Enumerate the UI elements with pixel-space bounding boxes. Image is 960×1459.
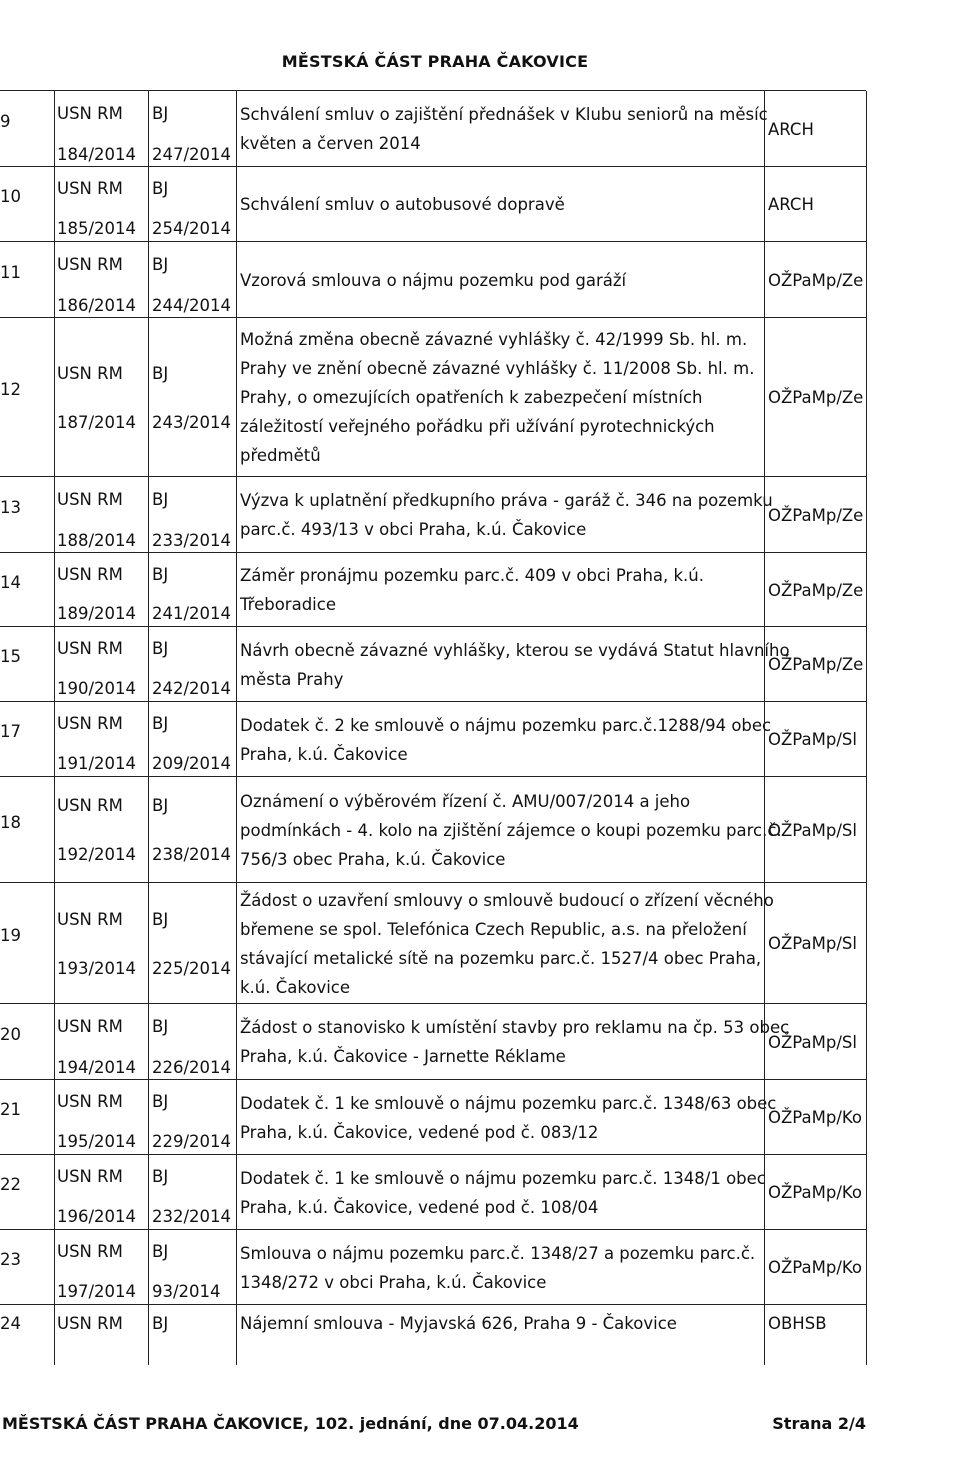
resolution-description-line: břemene se spol. Telefónica Czech Republic, a.s. na přeložení [240, 919, 747, 939]
column-divider [148, 1080, 149, 1155]
resolution-description-line: Praha, k.ú. Čakovice [240, 744, 408, 764]
table-row [0, 1154, 866, 1230]
resolution-description [240, 561, 704, 619]
column-divider [866, 627, 867, 702]
resolution-description [240, 787, 782, 874]
resolution-description-line: Vzorová smlouva o nájmu pozemku pod garáží [240, 270, 627, 290]
bj-ref-line: BJ [152, 104, 169, 123]
responsible-department [768, 115, 814, 144]
usn-ref-line: USN RM [57, 1092, 123, 1111]
usn-ref-line: 196/2014 [57, 1207, 137, 1226]
usn-ref [57, 555, 136, 633]
resolution-description [240, 100, 768, 158]
usn-ref-line: 192/2014 [57, 845, 137, 864]
column-divider [236, 1230, 237, 1305]
column-divider [236, 91, 237, 167]
resolution-description-line: Dodatek č. 1 ke smlouvě o nájmu pozemku parc.č. 1348/63 obec [240, 1093, 777, 1113]
resolution-description-line: podmínkách - 4. kolo na zjištění zájemce o koupi pozemku parc.č. [240, 820, 782, 840]
column-divider [148, 1155, 149, 1230]
responsible-department [768, 501, 863, 530]
bj-ref-line: BJ [152, 1314, 169, 1333]
row-number-text: 20 [0, 1024, 21, 1044]
responsible-department-text: ARCH [768, 195, 814, 214]
responsible-department-text: OŽPaMp/Sl [768, 934, 857, 953]
column-divider [764, 1080, 765, 1155]
column-divider [54, 242, 55, 318]
column-divider [764, 1305, 765, 1365]
column-divider [866, 1230, 867, 1305]
column-divider [148, 553, 149, 627]
column-divider [54, 1155, 55, 1230]
column-divider [148, 167, 149, 242]
column-divider [764, 1155, 765, 1230]
responsible-department-text: OŽPaMp/Ze [768, 655, 864, 674]
bj-ref [152, 244, 231, 326]
usn-ref-line: USN RM [57, 1242, 123, 1261]
responsible-department [768, 929, 857, 958]
bj-ref-line: BJ [152, 1242, 169, 1261]
responsible-department-text: OŽPaMp/Sl [768, 1032, 857, 1052]
column-divider [148, 1004, 149, 1080]
row-number [0, 1245, 21, 1274]
usn-ref [57, 895, 136, 993]
table-row [0, 166, 866, 242]
page-header: MĚSTSKÁ ČÁST PRAHA ČAKOVICE [281, 52, 589, 71]
row-number [0, 568, 21, 597]
column-divider [236, 1155, 237, 1230]
responsible-department [768, 725, 857, 754]
usn-ref-line: 190/2014 [57, 679, 137, 698]
bj-ref-line: BJ [152, 796, 169, 815]
table-row [0, 882, 866, 1004]
resolution-description-line: Praha, k.ú. Čakovice, vedené pod č. 083/12 [240, 1122, 599, 1142]
row-number-text: 19 [0, 926, 21, 945]
bj-ref-line: 243/2014 [152, 412, 232, 432]
footer-page-number: Strana 2/4 [772, 1414, 866, 1433]
resolution-description-line: květen a červen 2014 [240, 134, 421, 153]
row-number-text: 12 [0, 380, 21, 399]
row-number [0, 1020, 21, 1049]
resolution-description-line: Dodatek č. 1 ke smlouvě o nájmu pozemku parc.č. 1348/1 obec [240, 1168, 766, 1188]
column-divider [54, 167, 55, 242]
responsible-department-text: OŽPaMp/Sl [768, 820, 857, 840]
responsible-department-text: OŽPaMp/Ze [768, 270, 864, 290]
row-number [0, 182, 21, 211]
table-row [0, 317, 866, 477]
bj-ref [152, 781, 231, 879]
column-divider [866, 1004, 867, 1080]
column-divider [764, 627, 765, 702]
usn-ref-line: USN RM [57, 639, 123, 658]
usn-ref-line: 191/2014 [57, 754, 137, 773]
bj-ref-line: 247/2014 [152, 145, 232, 164]
resolution-description [240, 1164, 766, 1222]
row-number [0, 375, 21, 404]
row-number-text: 10 [0, 187, 21, 206]
responsible-department-text: OBHSB [768, 1314, 827, 1333]
bj-ref-line: 241/2014 [152, 604, 232, 623]
usn-ref-line: 188/2014 [57, 531, 137, 550]
column-divider [236, 883, 237, 1004]
bj-ref-line: 233/2014 [152, 531, 232, 550]
resolution-description-line: Schválení smluv o zajištění přednášek v Klubu seniorů na měsíc [240, 105, 768, 124]
row-number [0, 808, 21, 837]
row-number-text: 11 [0, 262, 21, 282]
resolution-description-line: Praha, k.ú. Čakovice - Jarnette Réklame [240, 1047, 566, 1066]
resolution-description-line: Žádost o stanovisko k umístění stavby pro reklamu na čp. 53 obec [240, 1018, 790, 1037]
resolution-description [240, 1239, 755, 1297]
column-divider [764, 883, 765, 1004]
responsible-department [768, 383, 863, 412]
usn-ref-line: 185/2014 [57, 219, 137, 238]
bj-ref-line: 226/2014 [152, 1058, 232, 1077]
column-divider [54, 777, 55, 883]
bj-ref-line: BJ [152, 179, 169, 198]
resolution-description-line: Dodatek č. 2 ke smlouvě o nájmu pozemku parc.č.1288/94 obec [240, 715, 772, 735]
usn-ref [57, 349, 136, 447]
table-row [0, 1003, 866, 1080]
column-divider [866, 702, 867, 777]
bj-ref [152, 1006, 231, 1088]
table-row [0, 552, 866, 627]
column-divider [866, 1155, 867, 1230]
column-divider [148, 627, 149, 702]
row-number-text: 24 [0, 1314, 21, 1333]
usn-ref-line: USN RM [57, 565, 123, 584]
bj-ref-line: BJ [152, 1017, 169, 1036]
column-divider [148, 477, 149, 553]
responsible-department [768, 650, 863, 679]
bj-ref-line: 238/2014 [152, 845, 232, 864]
usn-ref [57, 704, 136, 784]
table-row [0, 701, 866, 777]
usn-ref [57, 781, 136, 879]
table-row [0, 626, 866, 702]
usn-ref-line: 187/2014 [57, 412, 137, 432]
table-row [0, 776, 866, 883]
column-divider [54, 627, 55, 702]
usn-ref-line: USN RM [57, 796, 123, 815]
bj-ref-line: 232/2014 [152, 1207, 232, 1226]
column-divider [764, 477, 765, 553]
usn-ref-line: USN RM [57, 179, 123, 198]
usn-ref [57, 1006, 136, 1088]
bj-ref [152, 1309, 168, 1338]
bj-ref-line: 244/2014 [152, 296, 232, 315]
resolution-description [240, 266, 626, 295]
bj-ref [152, 93, 231, 175]
column-divider [54, 883, 55, 1004]
responsible-department [768, 1028, 857, 1057]
usn-ref-line: USN RM [57, 490, 123, 509]
bj-ref [152, 895, 231, 993]
resolution-description-line: Návrh obecně závazné vyhlášky, kterou se vydává Statut hlavního [240, 640, 790, 660]
resolution-description-line: Prahy, o omezujících opatřeních k zabezpečení místních [240, 388, 703, 407]
table-row [0, 476, 866, 553]
column-divider [236, 167, 237, 242]
row-number [0, 107, 11, 136]
column-divider [764, 777, 765, 883]
bj-ref-line: BJ [152, 639, 169, 658]
column-divider [54, 1305, 55, 1365]
usn-ref [57, 1309, 123, 1338]
resolution-description-line: Záměr pronájmu pozemku parc.č. 409 v obci Praha, k.ú. [240, 566, 705, 585]
column-divider [54, 702, 55, 777]
resolution-description-line: Výzva k uplatnění předkupního práva - garáž č. 346 na pozemku [240, 491, 773, 510]
column-divider [764, 1004, 765, 1080]
column-divider [148, 318, 149, 477]
resolution-description-line: Prahy ve znění obecně závazné vyhlášky č. 11/2008 Sb. hl. m. [240, 359, 755, 378]
row-number-text: 21 [0, 1100, 21, 1119]
row-number-text: 14 [0, 572, 21, 592]
table-row [0, 1229, 866, 1305]
usn-ref-line: 197/2014 [57, 1282, 137, 1301]
usn-ref-line: USN RM [57, 104, 123, 123]
column-divider [236, 702, 237, 777]
row-number-text: 23 [0, 1250, 21, 1269]
bj-ref-line: BJ [152, 565, 169, 584]
row-number [0, 493, 21, 522]
column-divider [866, 1305, 867, 1365]
responsible-department-text: ARCH [768, 119, 814, 139]
bj-ref-line: BJ [152, 490, 169, 509]
column-divider [148, 1305, 149, 1365]
bj-ref-line: BJ [152, 714, 169, 733]
resolution-description-line: Oznámení o výběrovém řízení č. AMU/007/2014 a jeho [240, 791, 691, 811]
row-number-text: 9 [0, 111, 11, 131]
table-row [0, 90, 866, 167]
column-divider [866, 1080, 867, 1155]
responsible-department [768, 1309, 827, 1338]
responsible-department-text: OŽPaMp/Sl [768, 730, 857, 749]
bj-ref-line: BJ [152, 1167, 169, 1186]
column-divider [866, 91, 867, 167]
bj-ref-line: 242/2014 [152, 679, 232, 698]
usn-ref [57, 1157, 136, 1237]
bj-ref [152, 479, 231, 561]
bj-ref [152, 555, 231, 633]
column-divider [866, 553, 867, 627]
resolution-description-line: 756/3 obec Praha, k.ú. Čakovice [240, 849, 506, 869]
resolution-description-line: Žádost o uzavření smlouvy o smlouvě budoucí o zřízení věcného [240, 890, 774, 910]
usn-ref-line: USN RM [57, 909, 123, 929]
bj-ref-line: 93/2014 [152, 1282, 221, 1301]
column-divider [866, 477, 867, 553]
resolution-description [240, 636, 790, 694]
responsible-department [768, 576, 863, 605]
column-divider [764, 91, 765, 167]
usn-ref-line: USN RM [57, 714, 123, 733]
usn-ref-line: 193/2014 [57, 958, 137, 978]
resolution-description-line: Smlouva o nájmu pozemku parc.č. 1348/27 a pozemku parc.č. [240, 1243, 756, 1263]
column-divider [54, 1080, 55, 1155]
resolution-description [240, 325, 754, 470]
row-number-text: 22 [0, 1175, 21, 1194]
bj-ref-line: BJ [152, 1092, 169, 1111]
bj-ref [152, 704, 231, 784]
column-divider [54, 477, 55, 553]
column-divider [764, 702, 765, 777]
responsible-department [768, 190, 814, 219]
column-divider [54, 1230, 55, 1305]
bj-ref [152, 1082, 231, 1162]
responsible-department [768, 816, 857, 845]
column-divider [236, 553, 237, 627]
column-divider [148, 91, 149, 167]
responsible-department-text: OŽPaMp/Ze [768, 505, 864, 525]
responsible-department [768, 1178, 862, 1207]
row-number-text: 15 [0, 647, 21, 666]
row-number [0, 921, 21, 950]
usn-ref-line: USN RM [57, 1314, 123, 1333]
table-row [0, 241, 866, 318]
usn-ref [57, 93, 136, 175]
row-number [0, 642, 21, 671]
column-divider [236, 1305, 237, 1365]
responsible-department-text: OŽPaMp/Ze [768, 580, 864, 600]
resolution-description-line: záležitostí veřejného pořádku při užívání pyrotechnických [240, 417, 715, 436]
resolution-description-line: předmětů [240, 446, 321, 465]
column-divider [764, 167, 765, 242]
usn-ref-line: USN RM [57, 363, 123, 383]
resolution-description [240, 711, 771, 769]
resolution-description-line: 1348/272 v obci Praha, k.ú. Čakovice [240, 1272, 547, 1292]
column-divider [236, 318, 237, 477]
column-divider [148, 883, 149, 1004]
row-number [0, 1170, 21, 1199]
bj-ref-line: 254/2014 [152, 219, 232, 238]
bj-ref-line: 209/2014 [152, 754, 232, 773]
usn-ref [57, 629, 136, 709]
column-divider [764, 1230, 765, 1305]
bj-ref [152, 1157, 231, 1237]
row-number [0, 1095, 21, 1124]
bj-ref-line: 229/2014 [152, 1132, 232, 1151]
bj-ref-line: 225/2014 [152, 958, 232, 978]
resolution-description-line: Možná změna obecně závazné vyhlášky č. 42/1999 Sb. hl. m. [240, 330, 748, 349]
responsible-department-text: OŽPaMp/Ko [768, 1108, 862, 1127]
resolution-description-line: města Prahy [240, 669, 344, 689]
usn-ref-line: USN RM [57, 1167, 123, 1186]
responsible-department [768, 1253, 862, 1282]
column-divider [236, 242, 237, 318]
column-divider [866, 883, 867, 1004]
resolution-description-line: Praha, k.ú. Čakovice, vedené pod č. 108/04 [240, 1197, 599, 1217]
resolution-description-line: Schválení smluv o autobusové dopravě [240, 195, 565, 214]
resolution-description-line: stávající metalické sítě na pozemku parc.č. 1527/4 obec Praha, [240, 948, 762, 968]
bj-ref-line: BJ [152, 255, 169, 274]
usn-ref [57, 1082, 136, 1162]
usn-ref [57, 169, 136, 249]
table-row [0, 1304, 866, 1365]
column-divider [764, 553, 765, 627]
column-divider [54, 553, 55, 627]
resolution-description [240, 1013, 789, 1071]
resolution-description-line: k.ú. Čakovice [240, 977, 351, 997]
row-number [0, 1309, 21, 1338]
resolution-description [240, 1089, 776, 1147]
resolution-description-line: parc.č. 493/13 v obci Praha, k.ú. Čakovice [240, 520, 587, 539]
resolution-description [240, 886, 774, 1002]
responsible-department [768, 266, 863, 295]
usn-ref-line: 195/2014 [57, 1132, 137, 1151]
column-divider [764, 242, 765, 318]
column-divider [148, 242, 149, 318]
column-divider [236, 477, 237, 553]
usn-ref-line: 184/2014 [57, 145, 137, 164]
row-number-text: 13 [0, 497, 21, 517]
column-divider [54, 1004, 55, 1080]
row-number [0, 717, 21, 746]
resolution-description [240, 1309, 677, 1338]
resolution-description-line: Třeboradice [240, 595, 336, 614]
responsible-department-text: OŽPaMp/Ko [768, 1258, 862, 1277]
bj-ref-line: BJ [152, 909, 169, 929]
row-number-text: 18 [0, 812, 21, 832]
column-divider [148, 1230, 149, 1305]
usn-ref-line: 189/2014 [57, 604, 137, 623]
column-divider [236, 627, 237, 702]
usn-ref [57, 1232, 136, 1312]
bj-ref-line: BJ [152, 363, 169, 383]
resolution-description-line: Nájemní smlouva - Myjavská 626, Praha 9 - Čakovice [240, 1314, 677, 1333]
column-divider [236, 1004, 237, 1080]
responsible-department-text: OŽPaMp/Ze [768, 388, 864, 407]
usn-ref [57, 244, 136, 326]
resolution-description [240, 190, 565, 219]
column-divider [764, 318, 765, 477]
column-divider [148, 777, 149, 883]
bj-ref [152, 629, 231, 709]
column-divider [54, 91, 55, 167]
bj-ref [152, 349, 231, 447]
resolution-description [240, 486, 773, 544]
column-divider [866, 777, 867, 883]
footer-meeting-info: MĚSTSKÁ ČÁST PRAHA ČAKOVICE, 102. jednání, dne 07.04.2014 [2, 1414, 579, 1433]
usn-ref [57, 479, 136, 561]
table-row [0, 1079, 866, 1155]
usn-ref-line: USN RM [57, 255, 123, 274]
column-divider [866, 167, 867, 242]
column-divider [866, 318, 867, 477]
column-divider [54, 318, 55, 477]
column-divider [236, 777, 237, 883]
bj-ref [152, 169, 231, 249]
responsible-department-text: OŽPaMp/Ko [768, 1183, 862, 1202]
usn-ref-line: 186/2014 [57, 296, 137, 315]
bj-ref [152, 1232, 221, 1312]
column-divider [148, 702, 149, 777]
column-divider [866, 242, 867, 318]
usn-ref-line: 194/2014 [57, 1058, 137, 1077]
row-number-text: 17 [0, 722, 21, 741]
column-divider [236, 1080, 237, 1155]
usn-ref-line: USN RM [57, 1017, 123, 1036]
responsible-department [768, 1103, 862, 1132]
row-number [0, 258, 21, 287]
